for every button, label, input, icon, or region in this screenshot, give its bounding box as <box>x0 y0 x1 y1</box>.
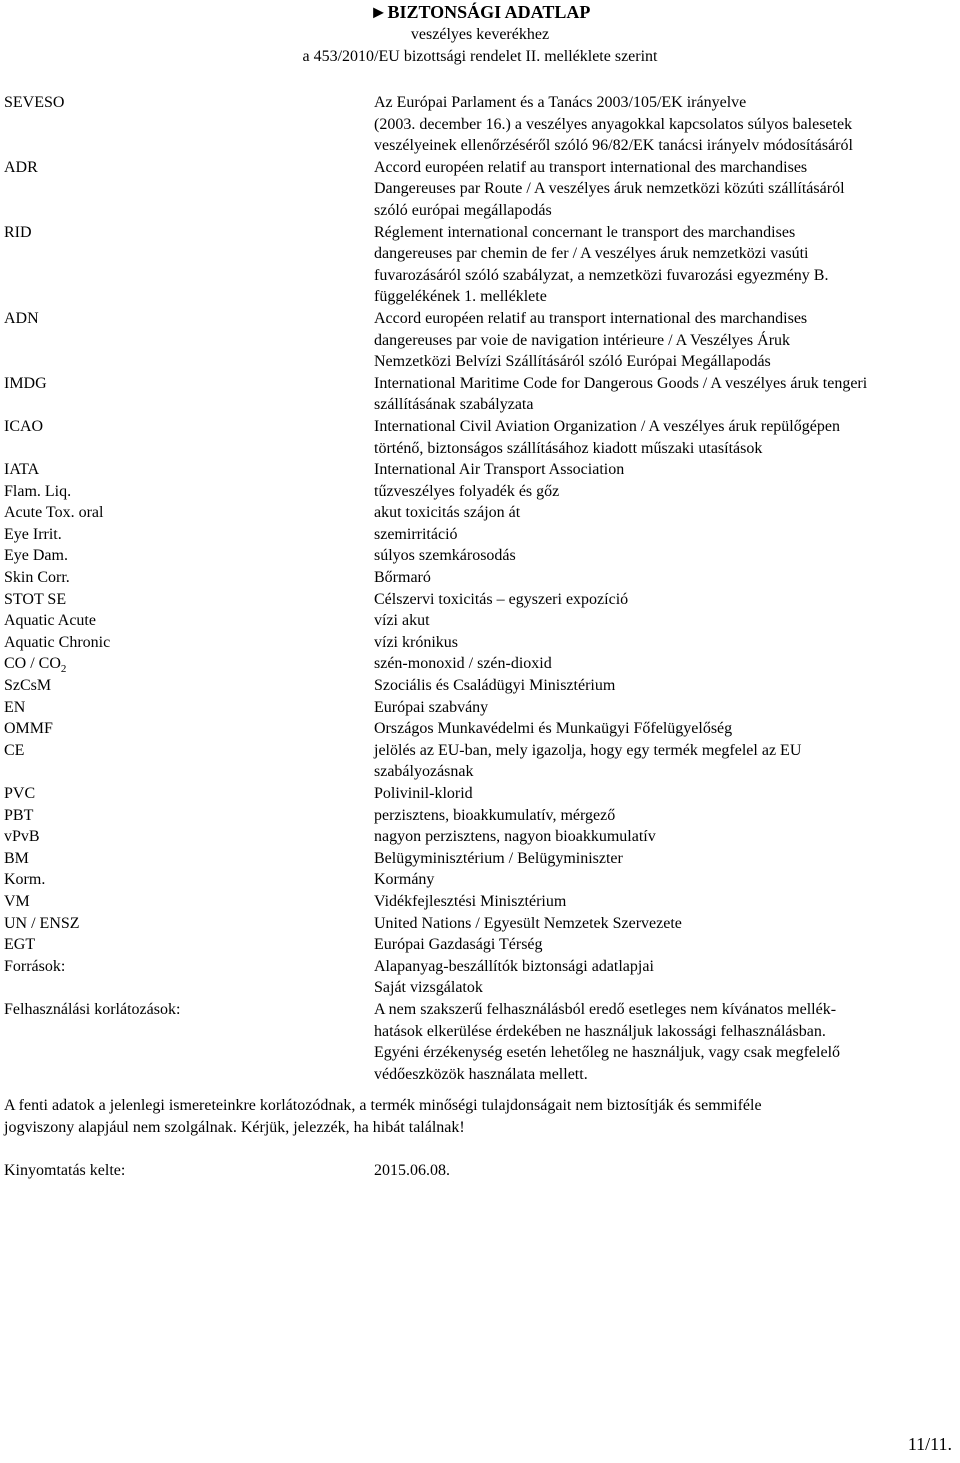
abbreviation-row <box>4 869 956 891</box>
abbreviation-definition <box>374 956 958 999</box>
abbreviation-row <box>4 718 956 740</box>
abbreviation-term <box>4 891 374 913</box>
disclaimer <box>4 1095 956 1138</box>
definition-line: súlyos szemkárosodás <box>374 547 516 565</box>
definition-line: akut toxicitás szájon át <box>374 504 521 522</box>
abbreviation-term-text: Felhasználási korlátozások: <box>4 1000 181 1018</box>
definition-line: függelékének 1. melléklete <box>374 288 547 306</box>
abbreviation-definition <box>374 718 958 740</box>
abbreviation-term <box>4 999 374 1085</box>
abbreviation-definition <box>374 157 958 222</box>
abbreviation-term-text: UN / ENSZ <box>4 914 80 932</box>
disclaimer-line: A fenti adatok a jelenlegi ismereteinkre korlátozódnak, a termék minőségi tulajdonságait nem biztosítják és semmiféle <box>4 1097 762 1114</box>
definition-line: Szociális és Családügyi Minisztérium <box>374 677 616 695</box>
definition-line: veszélyeinek ellenőrzéséről szóló 96/82/EK tanácsi irányelv módosításáról <box>374 137 853 155</box>
definition-line: tűzveszélyes folyadék és gőz <box>374 482 560 500</box>
abbreviation-row <box>4 826 956 848</box>
abbreviation-term-text: Aquatic Chronic <box>4 633 111 651</box>
abbreviation-term-text: ADN <box>4 309 39 327</box>
abbreviation-term <box>4 308 374 373</box>
definition-line: vízi krónikus <box>374 633 458 651</box>
abbreviation-term <box>4 524 374 546</box>
abbreviation-term <box>4 222 374 308</box>
abbreviation-definition <box>374 740 958 783</box>
regulation-reference: a 453/2010/EU bizottsági rendelet II. melléklete szerint <box>302 48 658 65</box>
abbreviation-row <box>4 632 956 654</box>
definition-line: szemirritáció <box>374 525 458 543</box>
abbreviation-definition <box>374 524 958 546</box>
abbreviation-definition <box>374 675 958 697</box>
abbreviation-term <box>4 956 374 999</box>
print-date <box>4 1160 450 1182</box>
abbreviation-term <box>4 869 374 891</box>
abbreviation-definition <box>374 222 958 308</box>
abbreviation-row <box>4 610 956 632</box>
abbreviation-row <box>4 848 956 870</box>
abbreviation-definition <box>374 92 958 157</box>
abbreviation-definition <box>374 481 958 503</box>
abbreviation-term <box>4 913 374 935</box>
definition-line: Célszervi toxicitás – egyszeri expozíció <box>374 590 629 608</box>
abbreviation-term <box>4 783 374 805</box>
definition-line: Európai Gazdasági Térség <box>374 936 543 954</box>
definition-line: jelölés az EU-ban, mely igazolja, hogy egy termék megfelel az EU <box>374 741 802 759</box>
abbreviation-term <box>4 697 374 719</box>
abbreviation-row <box>4 891 956 913</box>
abbreviation-term <box>4 718 374 740</box>
definition-line: Nemzetközi Belvízi Szállításáról szóló Európai Megállapodás <box>374 353 771 371</box>
abbreviation-term <box>4 373 374 416</box>
abbreviation-row <box>4 481 956 503</box>
abbreviation-definition <box>374 869 958 891</box>
definition-line: Kormány <box>374 871 435 889</box>
definition-line: történő, biztonságos szállításához kiadott műszaki utasítások <box>374 439 763 457</box>
abbreviation-row <box>4 373 956 416</box>
abbreviation-term-text: BM <box>4 849 29 867</box>
abbreviation-definition <box>374 589 958 611</box>
definition-line: Saját vizsgálatok <box>374 979 483 997</box>
abbreviation-definition <box>374 545 958 567</box>
abbreviation-row <box>4 653 956 675</box>
abbreviation-term <box>4 826 374 848</box>
abbreviation-term <box>4 502 374 524</box>
definition-line: szabályozásnak <box>374 763 474 781</box>
abbreviation-term <box>4 610 374 632</box>
definition-line: Alapanyag-beszállítók biztonsági adatlapjai <box>374 957 654 975</box>
definition-line: Európai szabvány <box>374 698 489 716</box>
abbreviation-row <box>4 783 956 805</box>
definition-line: Accord européen relatif au transport international des marchandises <box>374 158 808 176</box>
abbreviation-term <box>4 653 374 675</box>
abbreviation-term-text: STOT SE <box>4 590 67 608</box>
print-date-label: Kinyomtatás kelte: <box>4 1162 126 1179</box>
abbreviation-term <box>4 545 374 567</box>
abbreviation-term-text: PVC <box>4 785 36 802</box>
abbreviation-row <box>4 675 956 697</box>
abbreviation-list <box>4 92 956 1085</box>
abbreviation-term-text: VM <box>4 892 30 910</box>
abbreviation-term-text: EGT <box>4 936 36 954</box>
definition-line: szállításának szabályzata <box>374 396 534 414</box>
definition-line: védőeszközök használata mellett. <box>374 1065 588 1083</box>
abbreviation-row <box>4 697 956 719</box>
abbreviation-definition <box>374 934 958 956</box>
definition-line: vízi akut <box>374 612 430 630</box>
abbreviation-term-text: Eye Dam. <box>4 547 68 565</box>
definition-line: hatások elkerülése érdekében ne használjuk lakossági felhasználásban. <box>374 1022 826 1040</box>
definition-line: Egyéni érzékenység esetén lehetőleg ne használjuk, vagy csak megfelelő <box>374 1044 841 1062</box>
definition-line: dangereuses par voie de navigation intérieure / A Veszélyes Áruk <box>374 331 791 349</box>
abbreviation-definition <box>374 653 958 675</box>
abbreviation-definition <box>374 999 958 1085</box>
definition-line: Polivinil-klorid <box>374 785 473 802</box>
abbreviation-term-text: Flam. Liq. <box>4 482 72 500</box>
subscript: 2 <box>60 663 67 676</box>
definition-line: fuvarozásáról szóló szabályzat, a nemzetközi fuvarozási egyezmény B. <box>374 266 829 284</box>
abbreviation-row <box>4 956 956 999</box>
definition-line: Országos Munkavédelmi és Munkaügyi Főfelügyelőség <box>374 720 733 738</box>
abbreviation-term-text: EN <box>4 698 26 716</box>
abbreviation-row <box>4 805 956 827</box>
abbreviation-row <box>4 157 956 222</box>
abbreviation-definition <box>374 913 958 935</box>
abbreviation-definition <box>374 783 958 805</box>
abbreviation-term <box>4 675 374 697</box>
abbreviation-term-text: SEVESO <box>4 94 65 111</box>
definition-line: International Air Transport Association <box>374 461 625 479</box>
abbreviation-term-text: Aquatic Acute <box>4 612 96 630</box>
definition-line: (2003. december 16.) a veszélyes anyagokkal kapcsolatos súlyos balesetek <box>374 115 853 133</box>
page-number: 11/11. <box>907 1434 952 1454</box>
abbreviation-row <box>4 545 956 567</box>
abbreviation-term-text: ADR <box>4 158 38 176</box>
abbreviation-definition <box>374 567 958 589</box>
abbreviation-term <box>4 416 374 459</box>
abbreviation-row <box>4 740 956 783</box>
definition-line: Belügyminisztérium / Belügyminiszter <box>374 849 623 867</box>
abbreviation-term <box>4 740 374 783</box>
definition-line: szén-monoxid / szén-dioxid <box>374 655 552 673</box>
abbreviation-term <box>4 934 374 956</box>
abbreviation-row <box>4 459 956 481</box>
print-date-value: 2015.06.08. <box>374 1162 450 1179</box>
abbreviation-definition <box>374 373 958 416</box>
definition-line: dangereuses par chemin de fer / A veszélyes áruk nemzetközi vasúti <box>374 245 809 263</box>
abbreviation-definition <box>374 502 958 524</box>
abbreviation-term-text: Korm. <box>4 871 46 889</box>
definition-line: United Nations / Egyesült Nemzetek Szervezete <box>374 914 682 932</box>
abbreviation-definition <box>374 416 958 459</box>
abbreviation-definition <box>374 610 958 632</box>
abbreviation-row <box>4 222 956 308</box>
document-header <box>0 0 960 68</box>
abbreviation-term-text: Acute Tox. oral <box>4 504 104 522</box>
abbreviation-row <box>4 567 956 589</box>
definition-line: Accord européen relatif au transport international des marchandises <box>374 309 808 327</box>
abbreviation-term <box>4 567 374 589</box>
definition-line: szóló európai megállapodás <box>374 201 552 219</box>
definition-line: Dangereuses par Route / A veszélyes áruk nemzetközi közúti szállításáról <box>374 180 845 198</box>
abbreviation-definition <box>374 826 958 848</box>
abbreviation-definition <box>374 632 958 654</box>
abbreviation-term-text: CE <box>4 741 25 759</box>
abbreviation-term <box>4 589 374 611</box>
abbreviation-row <box>4 502 956 524</box>
definition-line: nagyon perzisztens, nagyon bioakkumulatív <box>374 828 656 846</box>
abbreviation-definition <box>374 459 958 481</box>
abbreviation-row <box>4 934 956 956</box>
abbreviation-term-text: OMMF <box>4 720 53 738</box>
abbreviation-row <box>4 589 956 611</box>
abbreviation-term <box>4 92 374 157</box>
abbreviation-term-text: IATA <box>4 461 40 479</box>
abbreviation-term-text: IMDG <box>4 374 47 392</box>
definition-line: International Civil Aviation Organization / A veszélyes áruk repülőgépen <box>374 417 840 435</box>
abbreviation-row <box>4 913 956 935</box>
abbreviation-term <box>4 848 374 870</box>
abbreviation-definition <box>374 308 958 373</box>
document-title: ►BIZTONSÁGI ADATLAP <box>369 2 591 22</box>
abbreviation-term-text: SzCsM <box>4 677 52 695</box>
abbreviation-term-text: Eye Irrit. <box>4 525 62 543</box>
abbreviation-definition <box>374 891 958 913</box>
abbreviation-definition <box>374 697 958 719</box>
disclaimer-line: jogviszony alapjául nem szolgálnak. Kérjük, jelezzék, ha hibát találnak! <box>4 1118 465 1136</box>
definition-line: perzisztens, bioakkumulatív, mérgező <box>374 806 616 824</box>
abbreviation-term-text: Skin Corr. <box>4 569 70 587</box>
abbreviation-term-text: Források: <box>4 957 66 975</box>
definition-line: A nem szakszerű felhasználásból eredő esetleges nem kívánatos mellék- <box>374 1000 837 1018</box>
abbreviation-definition <box>374 848 958 870</box>
abbreviation-term-text: ICAO <box>4 417 44 435</box>
definition-line: Bőrmaró <box>374 569 431 587</box>
abbreviation-term <box>4 632 374 654</box>
abbreviation-term <box>4 459 374 481</box>
abbreviation-definition <box>374 805 958 827</box>
abbreviation-term-text: CO / CO <box>4 655 61 673</box>
definition-line: International Maritime Code for Dangerous Goods / A veszélyes áruk tengeri <box>374 374 868 392</box>
abbreviation-term <box>4 481 374 503</box>
definition-line: Az Európai Parlament és a Tanács 2003/105/EK irányelve <box>374 94 747 111</box>
abbreviation-term <box>4 805 374 827</box>
document-subtitle: veszélyes keverékhez <box>410 26 550 43</box>
abbreviation-row <box>4 416 956 459</box>
abbreviation-row <box>4 92 956 157</box>
abbreviation-term <box>4 157 374 222</box>
abbreviation-row <box>4 999 956 1085</box>
abbreviation-term-text: RID <box>4 223 32 241</box>
abbreviation-row <box>4 524 956 546</box>
abbreviation-term-text: vPvB <box>4 828 40 846</box>
abbreviation-row <box>4 308 956 373</box>
definition-line: Vidékfejlesztési Minisztérium <box>374 892 567 910</box>
definition-line: Réglement international concernant le transport des marchandises <box>374 223 796 241</box>
abbreviation-term-text: PBT <box>4 806 34 824</box>
